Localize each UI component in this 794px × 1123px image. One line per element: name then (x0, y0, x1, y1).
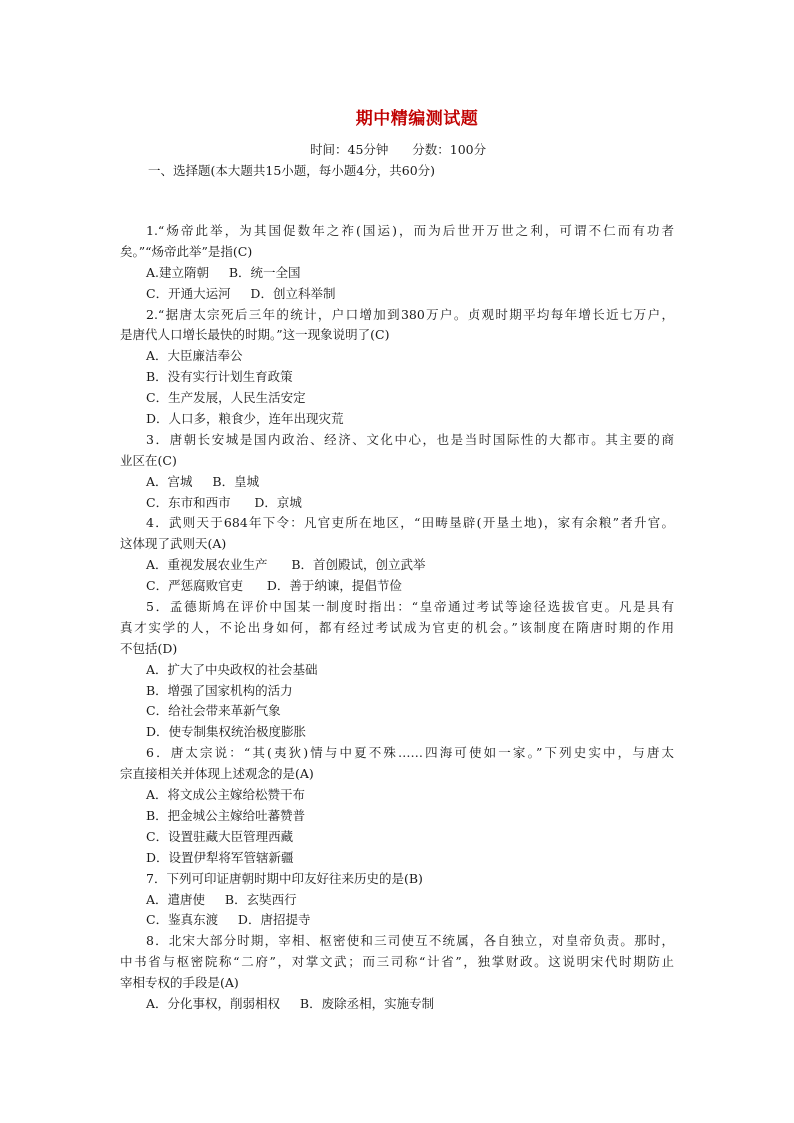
exam-meta: 时间：45分钟 分数：100分 (310, 142, 487, 157)
page-title: 期中精编测试题 (355, 109, 479, 129)
answer-option: B．增强了国家机构的活力 (146, 682, 293, 698)
answer-option: A．宫城 B．皇城 (146, 473, 260, 489)
question-stem-continued: 矣。”“炀帝此举”是指(C) (120, 243, 253, 259)
answer-option: C．给社会带来革新气象 (146, 703, 281, 719)
answer-option: A．将文成公主嫁给松赞干布 (146, 787, 306, 803)
question-stem: 3．唐朝长安城是国内政治、经济、文化中心，也是当时国际性的大都市。其主要的商 (146, 431, 674, 447)
question-stem: 2.“据唐太宗死后三年的统计，户口增加到380万户。贞观时期平均每年增长近七万户， (146, 306, 674, 322)
question-stem: 5．孟德斯鸠在评价中国某一制度时指出：“皇帝通过考试等途径选拔官吏。凡是具有 (146, 599, 674, 615)
answer-option: B．没有实行计划生育政策 (146, 369, 293, 385)
question-stem-continued: 宗直接相关并体现上述观念的是(A) (120, 766, 314, 782)
answer-option: A．重视发展农业生产 B．首创殿试，创立武举 (146, 557, 426, 573)
question-stem-continued: 是唐代人口增长最快的时期。”这一现象说明了(C) (120, 327, 390, 343)
question-stem-continued: 宰相专权的手段是(A) (120, 975, 239, 991)
answer-option: A．遣唐使 B．玄奘西行 (146, 891, 297, 907)
answer-option: C．东市和西市 D．京城 (146, 494, 302, 510)
answer-option: A.建立隋朝 B．统一全国 (146, 264, 301, 280)
answer-option: A．扩大了中央政权的社会基础 (146, 661, 318, 677)
question-stem: 1.“炀帝此举，为其国促数年之祚(国运)，而为后世开万世之利，可谓不仁而有功者 (146, 223, 674, 238)
question-stem-continued: 真才实学的人，不论出身如何，都有经过考试成为官吏的机会。”该制度在隋唐时期的作用 (120, 619, 674, 635)
question-stem: 8．北宋大部分时期，宰相、枢密使和三司使互不统属，各自独立，对皇帝负责。那时， (146, 933, 674, 949)
answer-option: C．开通大运河 D．创立科举制 (146, 285, 336, 301)
question-stem: 4．武则天于684年下令：凡官吏所在地区，“田畴垦辟(开垦土地)，家有余粮”者升官。 (146, 515, 674, 531)
question-stem-continued: 这体现了武则天(A) (120, 536, 227, 552)
answer-option: D．人口多，粮食少，连年出现灾荒 (146, 411, 344, 427)
answer-option: D．设置伊犁将军管辖新疆 (146, 849, 294, 865)
section-heading: 一、选择题(本大题共15小题，每小题4分，共60分) (148, 163, 436, 178)
answer-option: C．鉴真东渡 D．唐招提寺 (146, 912, 311, 928)
question-stem-continued: 不包括(D) (120, 640, 178, 656)
question-body (120, 221, 686, 1015)
answer-option: A．大臣廉洁奉公 (146, 348, 243, 364)
answer-option: C．设置驻藏大臣管理西藏 (146, 828, 294, 844)
question-stem: 7．下列可印证唐朝时期中印友好往来历史的是(B) (146, 870, 423, 886)
answer-option: B．把金城公主嫁给吐蕃赞普 (146, 807, 306, 823)
answer-option: D．使专制集权统治极度膨胀 (146, 724, 307, 740)
question-stem: 6．唐太宗说：“其(夷狄)情与中夏不殊……四海可使如一家。”下列史实中，与唐太 (146, 745, 674, 761)
question-stem-continued: 中书省与枢密院称“二府”，对掌文武；而三司称“计省”，独掌财政。这说明宋代时期防止 (120, 954, 674, 970)
answer-option: C．生产发展，人民生活安定 (146, 390, 306, 406)
answer-option: C．严惩腐败官吏 D．善于纳谏，提倡节俭 (146, 578, 402, 594)
answer-option: A．分化事权，削弱相权 B．废除丞相，实施专制 (146, 995, 435, 1011)
question-stem-continued: 业区在(C) (120, 452, 177, 468)
